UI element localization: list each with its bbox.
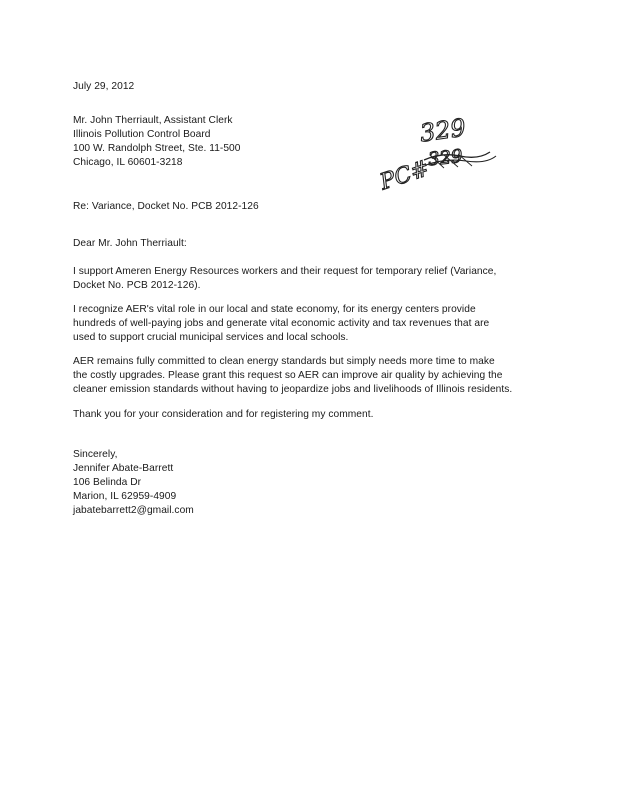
recipient-address [73, 114, 241, 170]
recipient-street: 100 W. Randolph Street, Ste. 11-500 [73, 143, 241, 154]
closing: Sincerely, [73, 449, 118, 460]
paragraph-3 [73, 355, 512, 397]
letter-date: July 29, 2012 [73, 81, 135, 92]
sender-city: Marion, IL 62959-4909 [73, 491, 177, 502]
sender-name: Jennifer Abate-Barrett [73, 463, 174, 474]
recipient-city: Chicago, IL 60601-3218 [73, 157, 183, 168]
paragraph-1 [73, 265, 496, 293]
paragraph-line: hundreds of well-paying jobs and generate vital economic activity and tax revenues that are [73, 318, 490, 329]
recipient-organization: Illinois Pollution Control Board [73, 129, 211, 140]
salutation: Dear Mr. John Therriault: [73, 238, 187, 249]
reference-line: Re: Variance, Docket No. PCB 2012-126 [73, 201, 259, 212]
recipient-name: Mr. John Therriault, Assistant Clerk [73, 115, 233, 126]
thank-you-paragraph: Thank you for your consideration and for registering my comment. [73, 409, 374, 420]
paragraph-2 [73, 303, 489, 345]
paragraph-line: I recognize AER's vital role in our local and state economy, for its energy centers provide [73, 304, 476, 315]
paragraph-line: cleaner emission standards without having to jeopardize jobs and livelihoods of Illinois residents. [73, 384, 513, 395]
annotation-struck-number: 329 [427, 145, 464, 171]
paragraph-line: AER remains fully committed to clean energy standards but simply needs more time to make [73, 356, 495, 367]
annotation-number: 329 [418, 113, 468, 148]
signature-block [73, 448, 194, 518]
paragraph-line: the costly upgrades. Please grant this request so AER can improve air quality by achieving the [73, 370, 503, 381]
paragraph-line: used to support crucial municipal services and local schools. [73, 332, 349, 343]
handwritten-annotation [372, 112, 502, 197]
paragraph-line: I support Ameren Energy Resources workers and their request for temporary relief (Variance, [73, 266, 497, 277]
sender-email: jabatebarrett2@gmail.com [73, 505, 194, 516]
sender-street: 106 Belinda Dr [73, 477, 142, 488]
annotation-prefix: PC# [377, 156, 433, 196]
paragraph-line: Docket No. PCB 2012-126). [73, 280, 201, 291]
